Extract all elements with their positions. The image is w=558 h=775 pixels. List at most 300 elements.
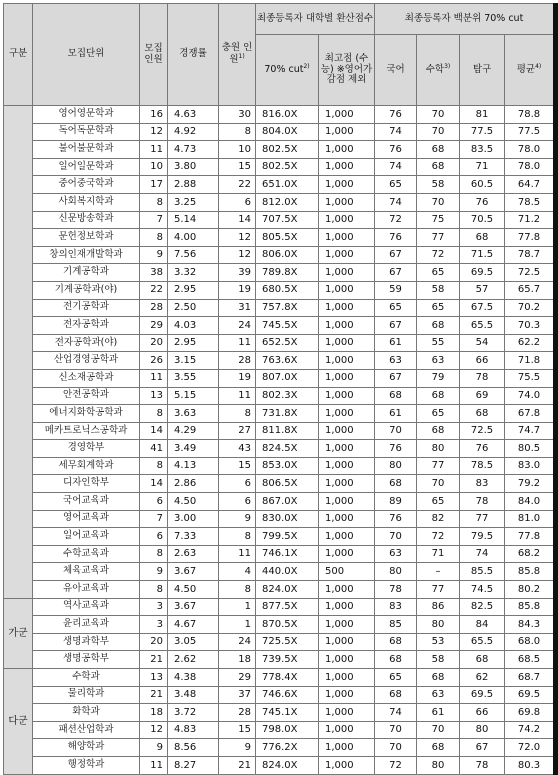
math-cell: 71 xyxy=(417,545,460,563)
table-row xyxy=(4,176,556,194)
competition-cell: 2.95 xyxy=(168,334,219,352)
math-cell: 77 xyxy=(417,457,460,475)
avg-cell: 68.0 xyxy=(505,633,556,651)
max-cell: 1,000 xyxy=(319,581,375,599)
group-cell: 가군 xyxy=(4,598,33,668)
competition-cell: 8.27 xyxy=(168,756,219,774)
unit-cell: 사회복지학과 xyxy=(33,193,140,211)
unit-cell: 일어일문학과 xyxy=(33,158,140,176)
avg-cell: 78.5 xyxy=(505,193,556,211)
extra-cell: 8 xyxy=(219,528,256,546)
unit-cell: 수학교육과 xyxy=(33,545,140,563)
math-cell: 80 xyxy=(417,440,460,458)
avg-cell: 68.2 xyxy=(505,545,556,563)
korean-cell: 76 xyxy=(375,141,417,159)
competition-cell: 2.62 xyxy=(168,651,219,669)
cut70-cell: 776.2X xyxy=(256,739,319,757)
unit-cell: 독어독문학과 xyxy=(33,123,140,141)
competition-cell: 3.80 xyxy=(168,158,219,176)
cut70-cell: 798.0X xyxy=(256,721,319,739)
recruit-cell: 21 xyxy=(140,686,168,704)
max-cell: 1,000 xyxy=(319,387,375,405)
korean-cell: 67 xyxy=(375,246,417,264)
avg-cell: 70.3 xyxy=(505,317,556,335)
table-row xyxy=(4,493,556,511)
competition-cell: 4.92 xyxy=(168,123,219,141)
unit-cell: 영어영문학과 xyxy=(33,106,140,124)
avg-cell: 84.0 xyxy=(505,493,556,511)
header-math: 수학$^{3)}$ xyxy=(417,35,460,106)
unit-cell: 일어교육과 xyxy=(33,528,140,546)
extra-cell: 24 xyxy=(219,317,256,335)
extra-cell: 27 xyxy=(219,422,256,440)
table-row xyxy=(4,633,556,651)
explore-cell: 85.5 xyxy=(460,563,505,581)
korean-cell: 68 xyxy=(375,387,417,405)
competition-cell: 3.05 xyxy=(168,633,219,651)
korean-cell: 68 xyxy=(375,686,417,704)
table-row xyxy=(4,158,556,176)
competition-cell: 5.15 xyxy=(168,387,219,405)
avg-cell: 69.5 xyxy=(505,686,556,704)
extra-cell: 22 xyxy=(219,176,256,194)
recruit-cell: 11 xyxy=(140,756,168,774)
extra-cell: 6 xyxy=(219,475,256,493)
admission-results-table xyxy=(3,3,558,775)
math-cell: 77 xyxy=(417,229,460,247)
explore-cell: 83.5 xyxy=(460,141,505,159)
header-unit: 모집단위 xyxy=(33,4,140,106)
avg-cell: 77.8 xyxy=(505,528,556,546)
cut70-cell: 853.0X xyxy=(256,457,319,475)
korean-cell: 80 xyxy=(375,457,417,475)
max-cell: 1,000 xyxy=(319,211,375,229)
extra-cell: 21 xyxy=(219,756,256,774)
math-cell: 80 xyxy=(417,616,460,634)
max-cell: 1,000 xyxy=(319,141,375,159)
competition-cell: 4.50 xyxy=(168,493,219,511)
cut70-cell: 824.0X xyxy=(256,581,319,599)
extra-cell: 24 xyxy=(219,633,256,651)
cut70-cell: 440.0X xyxy=(256,563,319,581)
cut70-cell: 805.5X xyxy=(256,229,319,247)
extra-cell: 1 xyxy=(219,598,256,616)
explore-cell: 72.5 xyxy=(460,422,505,440)
max-cell: 1,000 xyxy=(319,616,375,634)
recruit-cell: 7 xyxy=(140,211,168,229)
avg-cell: 69.8 xyxy=(505,704,556,722)
extra-cell: 19 xyxy=(219,281,256,299)
max-cell: 1,000 xyxy=(319,299,375,317)
explore-cell: 69.5 xyxy=(460,264,505,282)
max-cell: 1,000 xyxy=(319,317,375,335)
max-cell: 1,000 xyxy=(319,106,375,124)
max-cell: 1,000 xyxy=(319,334,375,352)
unit-cell: 해양학과 xyxy=(33,739,140,757)
explore-cell: 67 xyxy=(460,739,505,757)
competition-cell: 4.83 xyxy=(168,721,219,739)
cut70-cell: 824.5X xyxy=(256,440,319,458)
unit-cell: 패션산업학과 xyxy=(33,721,140,739)
recruit-cell: 8 xyxy=(140,581,168,599)
cut70-cell: 739.5X xyxy=(256,651,319,669)
math-cell: 65 xyxy=(417,405,460,423)
korean-cell: 65 xyxy=(375,299,417,317)
explore-cell: 69 xyxy=(460,387,505,405)
max-cell: 1,000 xyxy=(319,704,375,722)
table-row xyxy=(4,616,556,634)
cut70-cell: 651.0X xyxy=(256,176,319,194)
competition-cell: 4.50 xyxy=(168,581,219,599)
table-row xyxy=(4,369,556,387)
math-cell: 68 xyxy=(417,317,460,335)
header-competition: 경쟁률 xyxy=(168,4,219,106)
unit-cell: 디자인학부 xyxy=(33,475,140,493)
recruit-cell: 9 xyxy=(140,563,168,581)
math-cell: 58 xyxy=(417,281,460,299)
math-cell: 70 xyxy=(417,721,460,739)
competition-cell: 2.86 xyxy=(168,475,219,493)
korean-cell: 76 xyxy=(375,106,417,124)
cut70-cell: 824.0X xyxy=(256,756,319,774)
unit-cell: 전기공학과 xyxy=(33,299,140,317)
max-cell: 1,000 xyxy=(319,176,375,194)
recruit-cell: 21 xyxy=(140,651,168,669)
math-cell: 72 xyxy=(417,528,460,546)
extra-cell: 4 xyxy=(219,563,256,581)
unit-cell: 메카트로닉스공학과 xyxy=(33,422,140,440)
max-cell: 1,000 xyxy=(319,475,375,493)
extra-cell: 37 xyxy=(219,686,256,704)
explore-cell: 68 xyxy=(460,405,505,423)
avg-cell: 65.7 xyxy=(505,281,556,299)
math-cell: 70 xyxy=(417,193,460,211)
recruit-cell: 20 xyxy=(140,334,168,352)
korean-cell: 76 xyxy=(375,510,417,528)
avg-cell: 68.5 xyxy=(505,651,556,669)
extra-cell: 8 xyxy=(219,405,256,423)
avg-cell: 78.0 xyxy=(505,141,556,159)
header-korean: 국어 xyxy=(375,35,417,106)
unit-cell: 산업경영공학과 xyxy=(33,352,140,370)
math-cell: 68 xyxy=(417,669,460,687)
unit-cell: 물리학과 xyxy=(33,686,140,704)
extra-cell: 6 xyxy=(219,193,256,211)
cut70-cell: 830.0X xyxy=(256,510,319,528)
max-cell: 1,000 xyxy=(319,264,375,282)
competition-cell: 4.67 xyxy=(168,616,219,634)
explore-cell: 71 xyxy=(460,158,505,176)
cut70-cell: 731.8X xyxy=(256,405,319,423)
cut70-cell: 806.0X xyxy=(256,246,319,264)
avg-cell: 80.3 xyxy=(505,756,556,774)
competition-cell: 3.49 xyxy=(168,440,219,458)
math-cell: 82 xyxy=(417,510,460,528)
competition-cell: 3.48 xyxy=(168,686,219,704)
unit-cell: 화학과 xyxy=(33,704,140,722)
cut70-cell: 680.5X xyxy=(256,281,319,299)
competition-cell: 2.63 xyxy=(168,545,219,563)
extra-cell: 1 xyxy=(219,616,256,634)
table-row xyxy=(4,246,556,264)
competition-cell: 4.63 xyxy=(168,106,219,124)
unit-cell: 전자공학과 xyxy=(33,317,140,335)
competition-cell: 2.50 xyxy=(168,299,219,317)
avg-cell: 70.2 xyxy=(505,299,556,317)
recruit-cell: 3 xyxy=(140,616,168,634)
unit-cell: 안전공학과 xyxy=(33,387,140,405)
explore-cell: 76 xyxy=(460,193,505,211)
recruit-cell: 9 xyxy=(140,246,168,264)
table-row xyxy=(4,669,556,687)
max-cell: 1,000 xyxy=(319,493,375,511)
korean-cell: 74 xyxy=(375,704,417,722)
max-cell: 1,000 xyxy=(319,598,375,616)
table-row xyxy=(4,211,556,229)
extra-cell: 15 xyxy=(219,457,256,475)
math-cell: 75 xyxy=(417,211,460,229)
table-body xyxy=(4,106,556,775)
competition-cell: 4.03 xyxy=(168,317,219,335)
explore-cell: 66 xyxy=(460,704,505,722)
unit-cell: 불어불문학과 xyxy=(33,141,140,159)
extra-cell: 29 xyxy=(219,669,256,687)
math-cell: 80 xyxy=(417,756,460,774)
max-cell: 1,000 xyxy=(319,440,375,458)
recruit-cell: 8 xyxy=(140,457,168,475)
math-cell: 63 xyxy=(417,686,460,704)
math-cell: 61 xyxy=(417,704,460,722)
unit-cell: 유아교육과 xyxy=(33,581,140,599)
max-cell: 1,000 xyxy=(319,352,375,370)
cut70-cell: 802.5X xyxy=(256,158,319,176)
recruit-cell: 22 xyxy=(140,281,168,299)
korean-cell: 63 xyxy=(375,352,417,370)
recruit-cell: 13 xyxy=(140,669,168,687)
recruit-cell: 38 xyxy=(140,264,168,282)
korean-cell: 76 xyxy=(375,229,417,247)
header-max: 최고점 (수능) ※영어가 감점 제외 xyxy=(319,35,375,106)
max-cell: 1,000 xyxy=(319,246,375,264)
math-cell: 55 xyxy=(417,334,460,352)
competition-cell: 4.00 xyxy=(168,229,219,247)
explore-cell: 71.5 xyxy=(460,246,505,264)
competition-cell: 3.55 xyxy=(168,369,219,387)
korean-cell: 68 xyxy=(375,633,417,651)
competition-cell: 4.13 xyxy=(168,457,219,475)
table-row xyxy=(4,510,556,528)
recruit-cell: 28 xyxy=(140,299,168,317)
header-recruit: 모집 인원 xyxy=(140,4,168,106)
unit-cell: 신문방송학과 xyxy=(33,211,140,229)
max-cell: 1,000 xyxy=(319,669,375,687)
korean-cell: 63 xyxy=(375,545,417,563)
math-cell: 68 xyxy=(417,141,460,159)
avg-cell: 78.8 xyxy=(505,106,556,124)
math-cell: 58 xyxy=(417,176,460,194)
korean-cell: 61 xyxy=(375,334,417,352)
cut70-cell: 816.0X xyxy=(256,106,319,124)
avg-cell: 77.5 xyxy=(505,123,556,141)
unit-cell: 신소재공학과 xyxy=(33,369,140,387)
avg-cell: 74.2 xyxy=(505,721,556,739)
extra-cell: 11 xyxy=(219,545,256,563)
korean-cell: 72 xyxy=(375,756,417,774)
header-converted: 최종등록자 대학별 환산점수 xyxy=(256,4,375,35)
recruit-cell: 3 xyxy=(140,598,168,616)
extra-cell: 30 xyxy=(219,106,256,124)
competition-cell: 3.15 xyxy=(168,352,219,370)
explore-cell: 81 xyxy=(460,106,505,124)
extra-cell: 18 xyxy=(219,651,256,669)
korean-cell: 61 xyxy=(375,405,417,423)
extra-cell: 12 xyxy=(219,246,256,264)
explore-cell: 78 xyxy=(460,369,505,387)
unit-cell: 세무회계학과 xyxy=(33,457,140,475)
cut70-cell: 745.1X xyxy=(256,704,319,722)
recruit-cell: 14 xyxy=(140,422,168,440)
cut70-cell: 778.4X xyxy=(256,669,319,687)
max-cell: 1,000 xyxy=(319,633,375,651)
extra-cell: 39 xyxy=(219,264,256,282)
avg-cell: 79.2 xyxy=(505,475,556,493)
recruit-cell: 12 xyxy=(140,123,168,141)
extra-cell: 14 xyxy=(219,211,256,229)
cut70-cell: 757.8X xyxy=(256,299,319,317)
korean-cell: 85 xyxy=(375,616,417,634)
unit-cell: 영어교육과 xyxy=(33,510,140,528)
table-row xyxy=(4,387,556,405)
max-cell: 1,000 xyxy=(319,721,375,739)
avg-cell: 74.7 xyxy=(505,422,556,440)
competition-cell: 3.00 xyxy=(168,510,219,528)
max-cell: 1,000 xyxy=(319,422,375,440)
competition-cell: 4.73 xyxy=(168,141,219,159)
explore-cell: 62 xyxy=(460,669,505,687)
competition-cell: 3.67 xyxy=(168,563,219,581)
math-cell: 68 xyxy=(417,387,460,405)
avg-cell: 78.0 xyxy=(505,158,556,176)
table-row xyxy=(4,475,556,493)
recruit-cell: 18 xyxy=(140,704,168,722)
avg-cell: 77.8 xyxy=(505,229,556,247)
recruit-cell: 13 xyxy=(140,387,168,405)
korean-cell: 65 xyxy=(375,176,417,194)
group-cell xyxy=(4,106,33,599)
math-cell: 65 xyxy=(417,299,460,317)
recruit-cell: 11 xyxy=(140,141,168,159)
extra-cell: 9 xyxy=(219,739,256,757)
korean-cell: 80 xyxy=(375,563,417,581)
explore-cell: 76 xyxy=(460,440,505,458)
extra-cell: 9 xyxy=(219,510,256,528)
max-cell: 1,000 xyxy=(319,229,375,247)
math-cell: 68 xyxy=(417,158,460,176)
recruit-cell: 12 xyxy=(140,721,168,739)
extra-cell: 31 xyxy=(219,299,256,317)
table-row xyxy=(4,721,556,739)
cut70-cell: 807.0X xyxy=(256,369,319,387)
cut70-cell: 804.0X xyxy=(256,123,319,141)
korean-cell: 67 xyxy=(375,264,417,282)
table-row xyxy=(4,563,556,581)
korean-cell: 59 xyxy=(375,281,417,299)
header-avg: 평균$^{4)}$ xyxy=(505,35,556,106)
header-group: 구분 xyxy=(4,4,33,106)
avg-cell: 78.7 xyxy=(505,246,556,264)
cut70-cell: 789.8X xyxy=(256,264,319,282)
explore-cell: 65.5 xyxy=(460,633,505,651)
unit-cell: 경영학부 xyxy=(33,440,140,458)
cut70-cell: 877.5X xyxy=(256,598,319,616)
max-cell: 1,000 xyxy=(319,545,375,563)
explore-cell: 60.5 xyxy=(460,176,505,194)
recruit-cell: 10 xyxy=(140,158,168,176)
competition-cell: 3.72 xyxy=(168,704,219,722)
avg-cell: 80.5 xyxy=(505,440,556,458)
explore-cell: 68 xyxy=(460,229,505,247)
math-cell: 70 xyxy=(417,123,460,141)
extra-cell: 12 xyxy=(219,229,256,247)
extra-cell: 19 xyxy=(219,369,256,387)
unit-cell: 국어교육과 xyxy=(33,493,140,511)
cut70-cell: 870.5X xyxy=(256,616,319,634)
competition-cell: 4.29 xyxy=(168,422,219,440)
competition-cell: 3.32 xyxy=(168,264,219,282)
extra-cell: 11 xyxy=(219,387,256,405)
competition-cell: 8.56 xyxy=(168,739,219,757)
avg-cell: 74.0 xyxy=(505,387,556,405)
explore-cell: 57 xyxy=(460,281,505,299)
unit-cell: 전자공학과(야) xyxy=(33,334,140,352)
explore-cell: 77 xyxy=(460,510,505,528)
unit-cell: 기계공학과 xyxy=(33,264,140,282)
avg-cell: 72.0 xyxy=(505,739,556,757)
korean-cell: 74 xyxy=(375,193,417,211)
math-cell: 77 xyxy=(417,581,460,599)
table-row xyxy=(4,457,556,475)
unit-cell: 에너지화학공학과 xyxy=(33,405,140,423)
max-cell: 1,000 xyxy=(319,651,375,669)
avg-cell: 83.0 xyxy=(505,457,556,475)
max-cell: 1,000 xyxy=(319,510,375,528)
korean-cell: 70 xyxy=(375,422,417,440)
cut70-cell: 652.5X xyxy=(256,334,319,352)
explore-cell: 74.5 xyxy=(460,581,505,599)
max-cell: 1,000 xyxy=(319,405,375,423)
table-row xyxy=(4,581,556,599)
korean-cell: 76 xyxy=(375,440,417,458)
max-cell: 1,000 xyxy=(319,193,375,211)
competition-cell: 3.67 xyxy=(168,598,219,616)
math-cell: 65 xyxy=(417,264,460,282)
explore-cell: 65.5 xyxy=(460,317,505,335)
avg-cell: 85.8 xyxy=(505,598,556,616)
korean-cell: 89 xyxy=(375,493,417,511)
recruit-cell: 7 xyxy=(140,510,168,528)
recruit-cell: 8 xyxy=(140,229,168,247)
max-cell: 1,000 xyxy=(319,158,375,176)
table-row xyxy=(4,281,556,299)
table-row xyxy=(4,141,556,159)
math-cell: 70 xyxy=(417,106,460,124)
unit-cell: 수학과 xyxy=(33,669,140,687)
recruit-cell: 17 xyxy=(140,176,168,194)
korean-cell: 68 xyxy=(375,651,417,669)
explore-cell: 70.5 xyxy=(460,211,505,229)
cut70-cell: 745.5X xyxy=(256,317,319,335)
avg-cell: 75.5 xyxy=(505,369,556,387)
